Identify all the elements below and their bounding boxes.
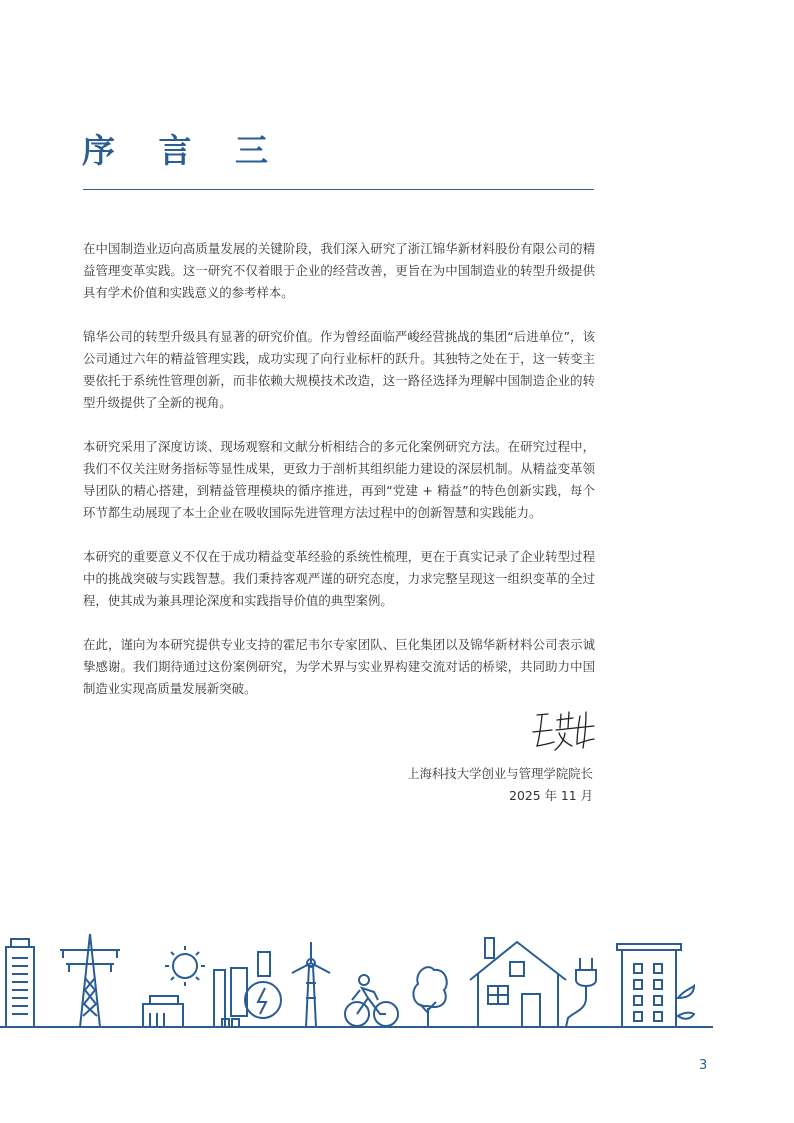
page-title: 序 言 三 bbox=[82, 131, 284, 170]
author-affiliation: 上海科技大学创业与管理学院院长 bbox=[407, 766, 593, 781]
signature-date: 2025 年 11 月 bbox=[509, 788, 593, 803]
paragraph: 锦华公司的转型升级具有显著的研究价值。作为曾经面临严峻经营挑战的集团“后进单位”，该公司通过六年的精益管理实践，成功实现了向行业标杆的跃升。其独特之处在于，这一转变主要依托于系统性管理创新，而非依赖大规模技术改造，这一路径选择为理解中国制造企业的转型升级提供了全新的视角。 bbox=[83, 329, 595, 410]
handwritten-signature bbox=[528, 706, 598, 756]
page-number: 3 bbox=[699, 1058, 708, 1073]
paragraph: 本研究采用了深度访谈、现场观察和文献分析相结合的多元化案例研究方法。在研究过程中，我们不仅关注财务指标等显性成果，更致力于剖析其组织能力建设的深层机制。从精益变革领导团队的精心搭建，到精益管理模块的循序推进，再到“党建 + 精益”的特色创新实践，每个环节都生动展现了本土企业在吸收国际先进管理方法过程中的创新智慧和实践能力。 bbox=[83, 439, 595, 520]
plug-icon bbox=[566, 958, 596, 1027]
wind-turbine-icon bbox=[292, 942, 330, 1027]
city-illustration bbox=[0, 928, 715, 1030]
house-icon bbox=[470, 938, 566, 1027]
paragraph: 在中国制造业迈向高质量发展的关键阶段，我们深入研究了浙江锦华新材料股份有限公司的精益管理变革实践。这一研究不仅着眼于企业的经营改善，更旨在为中国制造业的转型升级提供具有学术价值和实践意义的参考样本。 bbox=[83, 241, 595, 300]
tree-icon bbox=[413, 967, 446, 1027]
paragraph: 本研究的重要意义不仅在于成功精益变革经验的系统性梳理，更在于真实记录了企业转型过程中的挑战突破与实践智慧。我们秉持客观严谨的研究态度，力求完整呈现这一组织变革的全过程，使其成为兼具理论深度和实践指导价值的典型案例。 bbox=[83, 549, 595, 608]
power-tower-icon bbox=[60, 934, 120, 1027]
signature-block bbox=[407, 763, 593, 807]
energy-bolt-icon bbox=[245, 982, 281, 1018]
apartment-icon bbox=[617, 944, 681, 1027]
preface-body bbox=[83, 238, 595, 722]
paragraph: 在此，谨向为本研究提供专业支持的霍尼韦尔专家团队、巨化集团以及锦华新材料公司表示诚挚感谢。我们期待通过这份案例研究，为学术界与实业界构建交流对话的桥梁，共同助力中国制造业实现高质量发展新突破。 bbox=[83, 637, 595, 696]
sun-icon bbox=[165, 946, 205, 986]
title-divider bbox=[83, 189, 594, 190]
cyclist-icon bbox=[345, 975, 398, 1026]
factory-icon bbox=[143, 952, 270, 1027]
leaf-icon bbox=[678, 986, 694, 1019]
building-icon bbox=[6, 939, 34, 1027]
